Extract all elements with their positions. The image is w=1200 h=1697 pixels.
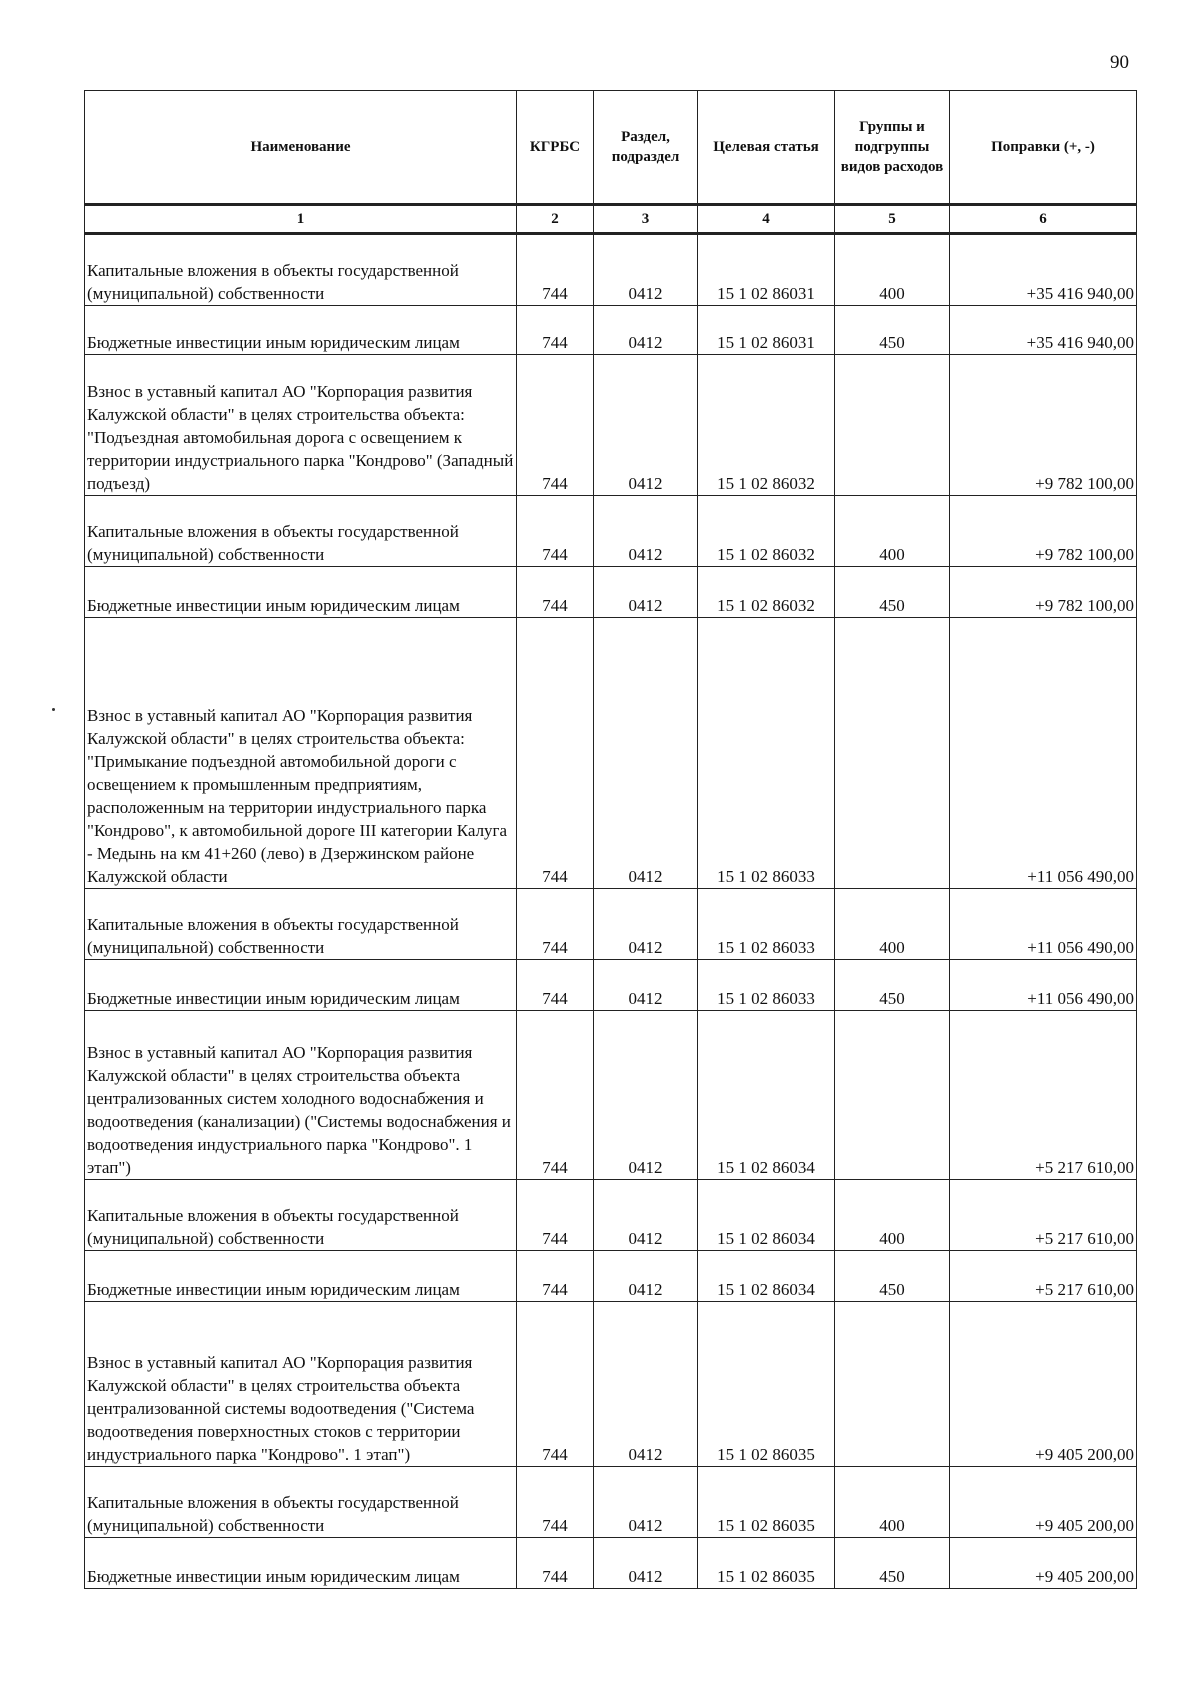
table-row [85,306,1137,355]
cell-kgrbs: 744 [517,1011,594,1180]
cell-target: 15 1 02 86035 [698,1538,835,1589]
cell-group: 450 [835,1251,950,1302]
page-number: 90 [1110,52,1129,73]
table-row [85,889,1137,960]
column-number: 2 [517,205,594,234]
cell-section: 0412 [594,234,698,306]
cell-amount: +9 405 200,00 [950,1302,1137,1467]
cell-amount: +35 416 940,00 [950,234,1137,306]
cell-target: 15 1 02 86032 [698,496,835,567]
header-groups: Группы и подгруппы видов расходов [835,91,950,205]
cell-section: 0412 [594,567,698,618]
cell-amount: +9 782 100,00 [950,355,1137,496]
column-number: 6 [950,205,1137,234]
column-number: 3 [594,205,698,234]
cell-amount: +35 416 940,00 [950,306,1137,355]
cell-group: 400 [835,889,950,960]
cell-amount: +11 056 490,00 [950,889,1137,960]
table-row [85,1467,1137,1538]
cell-group: 450 [835,306,950,355]
header-name: Наименование [85,91,517,205]
cell-amount: +11 056 490,00 [950,960,1137,1011]
cell-target: 15 1 02 86033 [698,618,835,889]
cell-amount: +9 782 100,00 [950,567,1137,618]
cell-group [835,355,950,496]
table-row [85,618,1137,889]
column-number: 1 [85,205,517,234]
cell-name: Капитальные вложения в объекты государственной (муниципальной) собственности [85,889,517,960]
table-row [85,1011,1137,1180]
cell-name: Взнос в уставный капитал АО "Корпорация развития Калужской области" в целях строительства объекта: "Примыкание подъездной автомобильной дороги с освещением к промышленным предприятиям, расположенным на территории индустриального парка "Кондрово", к автомобильной дороге III категории Калуга - Медынь на км 41+260 (лево) в Дзержинском районе Калужской области [85,618,517,889]
cell-group [835,1302,950,1467]
cell-name: Бюджетные инвестиции иным юридическим лицам [85,306,517,355]
column-numbers-row [85,205,1137,234]
cell-kgrbs: 744 [517,1180,594,1251]
cell-kgrbs: 744 [517,960,594,1011]
table-row [85,1302,1137,1467]
cell-name: Капитальные вложения в объекты государственной (муниципальной) собственности [85,1180,517,1251]
cell-kgrbs: 744 [517,496,594,567]
table-row [85,1180,1137,1251]
cell-section: 0412 [594,1180,698,1251]
cell-kgrbs: 744 [517,1538,594,1589]
cell-group: 450 [835,960,950,1011]
cell-group: 400 [835,234,950,306]
cell-amount: +11 056 490,00 [950,618,1137,889]
cell-name: Капитальные вложения в объекты государственной (муниципальной) собственности [85,234,517,306]
cell-group [835,618,950,889]
table-row [85,960,1137,1011]
table-row [85,234,1137,306]
cell-section: 0412 [594,1302,698,1467]
cell-section: 0412 [594,1538,698,1589]
cell-target: 15 1 02 86033 [698,960,835,1011]
header-amendments: Поправки (+, -) [950,91,1137,205]
cell-section: 0412 [594,1011,698,1180]
cell-kgrbs: 744 [517,306,594,355]
cell-section: 0412 [594,1467,698,1538]
cell-name: Бюджетные инвестиции иным юридическим лицам [85,1538,517,1589]
cell-amount: +9 405 200,00 [950,1467,1137,1538]
cell-target: 15 1 02 86032 [698,567,835,618]
cell-target: 15 1 02 86034 [698,1251,835,1302]
cell-kgrbs: 744 [517,234,594,306]
cell-target: 15 1 02 86034 [698,1180,835,1251]
header-kgrbs: КГРБС [517,91,594,205]
cell-amount: +9 405 200,00 [950,1538,1137,1589]
table-row [85,1538,1137,1589]
cell-target: 15 1 02 86033 [698,889,835,960]
cell-amount: +5 217 610,00 [950,1251,1137,1302]
cell-name: Капитальные вложения в объекты государственной (муниципальной) собственности [85,496,517,567]
header-target: Целевая статья [698,91,835,205]
cell-section: 0412 [594,306,698,355]
cell-target: 15 1 02 86035 [698,1302,835,1467]
cell-section: 0412 [594,355,698,496]
cell-group: 450 [835,1538,950,1589]
cell-section: 0412 [594,960,698,1011]
cell-kgrbs: 744 [517,1302,594,1467]
cell-amount: +5 217 610,00 [950,1180,1137,1251]
column-number: 5 [835,205,950,234]
cell-target: 15 1 02 86034 [698,1011,835,1180]
cell-target: 15 1 02 86032 [698,355,835,496]
cell-target: 15 1 02 86031 [698,306,835,355]
cell-kgrbs: 744 [517,889,594,960]
table-row [85,1251,1137,1302]
table-row [85,355,1137,496]
table-header-row [85,91,1137,205]
cell-target: 15 1 02 86031 [698,234,835,306]
cell-kgrbs: 744 [517,618,594,889]
cell-kgrbs: 744 [517,1251,594,1302]
cell-name: Взнос в уставный капитал АО "Корпорация развития Калужской области" в целях строительства объекта: "Подъездная автомобильная дорога с освещением к территории индустриального парка "Кондрово" (Западный подъезд) [85,355,517,496]
cell-amount: +5 217 610,00 [950,1011,1137,1180]
budget-amendments-table [84,90,1137,1589]
cell-name: Капитальные вложения в объекты государственной (муниципальной) собственности [85,1467,517,1538]
cell-name: Бюджетные инвестиции иным юридическим лицам [85,960,517,1011]
cell-name: Бюджетные инвестиции иным юридическим лицам [85,567,517,618]
table-row [85,496,1137,567]
cell-kgrbs: 744 [517,355,594,496]
cell-kgrbs: 744 [517,567,594,618]
scan-speck [52,708,55,711]
cell-group [835,1011,950,1180]
cell-group: 450 [835,567,950,618]
cell-group: 400 [835,1180,950,1251]
cell-name: Бюджетные инвестиции иным юридическим лицам [85,1251,517,1302]
cell-group: 400 [835,496,950,567]
cell-section: 0412 [594,1251,698,1302]
cell-kgrbs: 744 [517,1467,594,1538]
column-number: 4 [698,205,835,234]
cell-section: 0412 [594,496,698,567]
cell-target: 15 1 02 86035 [698,1467,835,1538]
cell-section: 0412 [594,618,698,889]
cell-name: Взнос в уставный капитал АО "Корпорация развития Калужской области" в целях строительства объекта централизованных систем холодного водоснабжения и водоотведения (канализации) ("Системы водоснабжения и водоотведения индустриального парка "Кондрово". 1 этап") [85,1011,517,1180]
cell-amount: +9 782 100,00 [950,496,1137,567]
cell-name: Взнос в уставный капитал АО "Корпорация развития Калужской области" в целях строительства объекта централизованной системы водоотведения ("Система водоотведения поверхностных стоков с территории индустриального парка "Кондрово". 1 этап") [85,1302,517,1467]
table-row [85,567,1137,618]
header-section: Раздел, подраздел [594,91,698,205]
cell-section: 0412 [594,889,698,960]
cell-group: 400 [835,1467,950,1538]
